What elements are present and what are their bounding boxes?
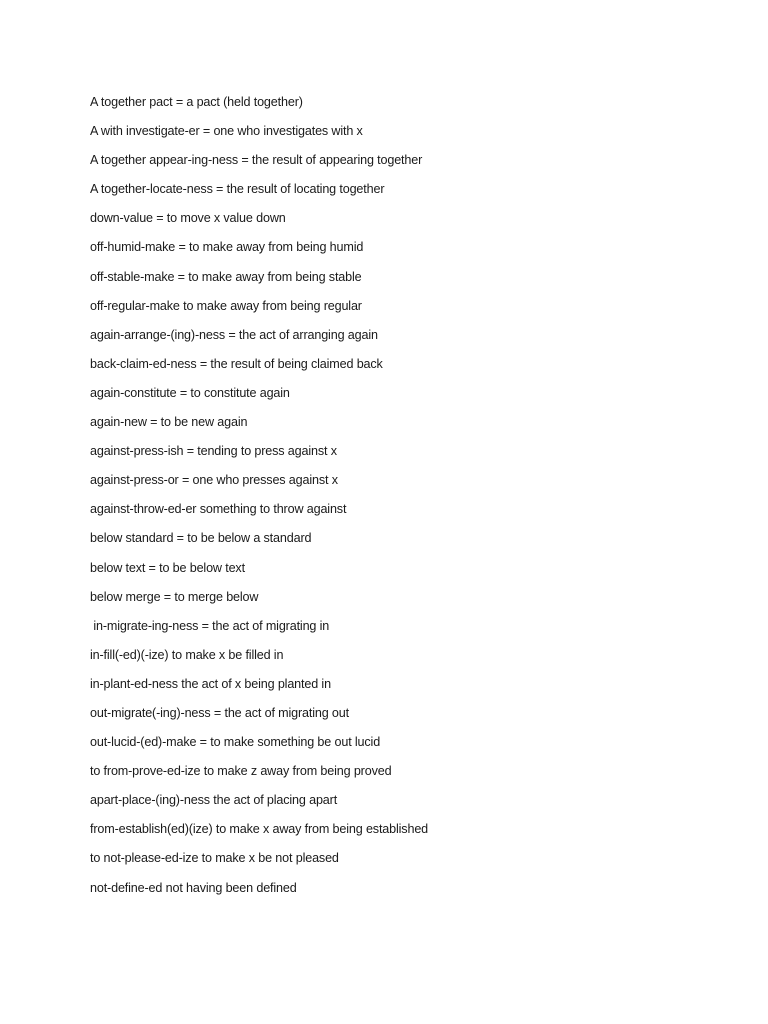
text-line-10: back-claim-ed-ness = the result of being claimed back <box>90 356 383 371</box>
text-line-2: A with investigate-er = one who investigates with x <box>90 124 363 139</box>
text-line-6: off-humid-make = to make away from being humid <box>90 240 364 255</box>
text-line-12: again-new = to be new again <box>90 415 248 430</box>
text-line-27: to not-please-ed-ize to make x be not pleased <box>90 851 339 866</box>
text-line-8: off-regular-make to make away from being regular <box>90 298 362 313</box>
text-line-23: out-lucid-(ed)-make = to make something be out lucid <box>90 735 381 750</box>
text-line-5: down-value = to move x value down <box>90 211 286 226</box>
text-line-16: below standard = to be below a standard <box>90 531 312 546</box>
text-line-9: again-arrange-(ing)-ness = the act of arranging again <box>90 327 378 342</box>
text-line-11: again-constitute = to constitute again <box>90 385 290 400</box>
text-line-15: against-throw-ed-er something to throw against <box>90 502 347 517</box>
text-line-7: off-stable-make = to make away from being stable <box>90 269 362 284</box>
text-line-13: against-press-ish = tending to press against x <box>90 444 337 459</box>
text-line-14: against-press-or = one who presses against x <box>90 473 338 488</box>
text-line-4: A together-locate-ness = the result of locating together <box>90 182 385 197</box>
text-line-28: not-define-ed not having been defined <box>90 880 297 895</box>
text-line-26: from-establish(ed)(ize) to make x away from being established <box>90 822 429 837</box>
text-line-17: below text = to be below text <box>90 560 245 575</box>
text-line-20: in-fill(-ed)(-ize) to make x be filled in <box>90 647 284 662</box>
text-line-21: in-plant-ed-ness the act of x being planted in <box>90 676 331 691</box>
text-line-1: A together pact = a pact (held together) <box>90 95 303 109</box>
text-line-3: A together appear-ing-ness = the result of appearing together <box>90 153 423 168</box>
text-lines <box>90 93 750 908</box>
text-line-19: in-migrate-ing-ness = the act of migrating in <box>90 618 330 633</box>
text-line-24: to from-prove-ed-ize to make z away from being proved <box>90 764 392 779</box>
text-line-25: apart-place-(ing)-ness the act of placing apart <box>90 793 338 808</box>
text-line-18: below merge = to merge below <box>90 589 259 604</box>
text-line-22: out-migrate(-ing)-ness = the act of migrating out <box>90 705 349 720</box>
